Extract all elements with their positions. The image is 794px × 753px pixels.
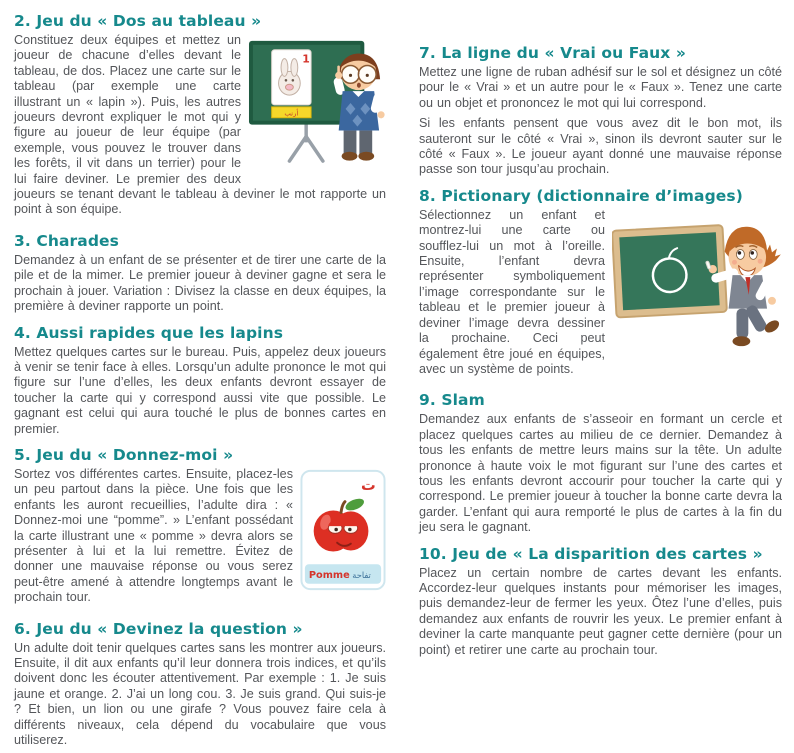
paragraph: Si les enfants pensent que vous avez dit le bon mot, ils sauteront sur le côté « Vrai », sinon ils devront sauter sur le côté « Faux ». Le joueur ayant donné une mauvaise réponse passe son tour jusqu’au prochain. xyxy=(419,116,782,177)
section-slam xyxy=(419,391,782,535)
section-dos-au-tableau xyxy=(14,12,386,223)
section-heading: 4. Aussi rapides que les lapins xyxy=(14,323,284,342)
paragraph: Mettez une ligne de ruban adhésif sur le sol et désignez un côté pour le « Vrai » et un autre pour le « Faux ». Tenez une carte ou un objet et prononcez le mot qui lui correspond. xyxy=(419,65,782,110)
section-heading: 10. Jeu de « La disparition des cartes » xyxy=(419,544,763,563)
svg-text:تفاحة: تفاحة xyxy=(352,569,371,580)
section-devinez-la-question xyxy=(14,620,386,749)
left-column xyxy=(14,0,386,753)
section-charades xyxy=(14,232,386,315)
section-aussi-rapides xyxy=(14,324,386,437)
apple-card-icon xyxy=(300,469,386,591)
pictionary-boy-icon xyxy=(612,210,782,358)
paragraph: Constituez deux équipes et mettez un joueur de chacune d’elles devant le tableau, de dos. Placez une carte sur le tableau (par exemple une carte illustrant un « lapin »). Puis, les autres joueurs devront expliquer le mot qui y figure au joueur de leur équipe (par exemple, vous pouvez le trouver dans les forêts, il vit dans un terrier) pour le lui faire deviner. Le premier des deux joueurs se tenant devant le tableau à deviner le mot rapporte un point à son équipe. xyxy=(14,33,386,217)
section-heading: 3. Charades xyxy=(14,231,119,250)
paragraph: Sortez vos différentes cartes. Ensuite, placez-les un peu partout dans la pièce. Une fois que les enfants les auront recueillies, l’adulte dira : « Donnez-moi une “pomme”. » L’enfant possédant la carte illustrant une « pomme » devra alors se présenter à lui et la lui remettre. Évitez de donner une mauvaise réponse ou vous serez peut-être amené à attendre longtemps avant le prochain tour. xyxy=(14,466,293,605)
section-heading: 5. Jeu du « Donnez-moi » xyxy=(14,445,234,464)
section-donnez-moi xyxy=(14,446,386,611)
section-heading: 8. Pictionary (dictionnaire d’images) xyxy=(419,186,743,205)
paragraph: Mettez quelques cartes sur le bureau. Puis, appelez deux joueurs à venir se tenir face à elles. Lorsqu’un adulte prononce le mot qui figure sur l’une d’elles, les deux enfants devront essayer de toucher la carte qui y correspond aussi vite que possible. Le gagnant est celui qui aura touché le plus de bonnes cartes en premier. xyxy=(14,344,386,436)
apple-card-illustration xyxy=(300,469,386,596)
section-heading: 6. Jeu du « Devinez la question » xyxy=(14,619,303,638)
paragraph: Sélectionnez un enfant et montrez-lui une carte ou soufflez-lui un mot à l’oreille. Ensuite, l’enfant devra représenter symboliquement l’image correspondante sur le tableau et le premier joueur à deviner l’image devra dessiner la prochaine. Ceci peut également être joué en équipes, avec un système de points. xyxy=(419,207,605,376)
svg-text:Pomme: Pomme xyxy=(308,569,350,581)
svg-text:أرنب: أرنب xyxy=(284,109,299,118)
section-pictionary xyxy=(419,187,782,382)
blackboard-boy-icon xyxy=(248,35,386,165)
section-heading: 7. La ligne du « Vrai ou Faux » xyxy=(419,44,686,62)
paragraph: Un adulte doit tenir quelques cartes sans les montrer aux joueurs. Ensuite, il dit aux enfants qu’il leur donnera trois indices, et qu’ils doivent donc les écouter attentivement. Par exemple : 1. Je suis jaune et orange. 2. J’ai un long cou. 3. Je suis grand. Qui suis-je ? Et bien, un lion ou une girafe ? Vous pouvez faire cela à différents niveaux, cela dépend du vocabulaire que vous utiliserez. xyxy=(14,640,386,748)
section-disparition-des-cartes xyxy=(419,545,782,658)
paragraph: Demandez à un enfant de se présenter et de tirer une carte de la pile et de la mimer. Le premier joueur à deviner gagne et sera le prochain à jouer. Variation : Divisez la classe en deux équipes, la première à deviner rapporte un point. xyxy=(14,252,386,314)
section-heading: 9. Slam xyxy=(419,391,485,410)
paragraph: Demandez aux enfants de s’asseoir en formant un cercle et placez quelques cartes au milieu de ce dernier. Demandez à tous les enfants de mettre leurs mains sur la tête. Un adulte prononce à haute voix le mot figurant sur l’une des cartes et tous les enfants devront accourir pour toucher la carte qui y correspond. Le premier joueur à toucher la bonne carte devra la garder. L’enfant qui aura remporté le plus de cartes à la fin du jeu sera le gagnant. xyxy=(419,412,782,535)
section-heading: 2. Jeu du « Dos au tableau » xyxy=(14,12,262,30)
blackboard-boy-illustration xyxy=(248,35,386,170)
pictionary-boy-illustration xyxy=(612,210,782,363)
svg-text:1: 1 xyxy=(302,52,310,66)
svg-text:ت: ت xyxy=(361,476,376,494)
paragraph: Placez un certain nombre de cartes devant les enfants. Accordez-leur quelques instants pour mémoriser les images, puis demandez-leur de fermer les yeux. Ôtez l’une d’elles, puis demandez aux enfants de rouvrir les yeux. Le premier enfant à deviner la carte manquante peut gagner cette dernière (pour un point) et retirer une carte au prochain tour. xyxy=(419,565,782,657)
section-vrai-ou-faux xyxy=(419,44,782,178)
right-column xyxy=(419,0,782,663)
